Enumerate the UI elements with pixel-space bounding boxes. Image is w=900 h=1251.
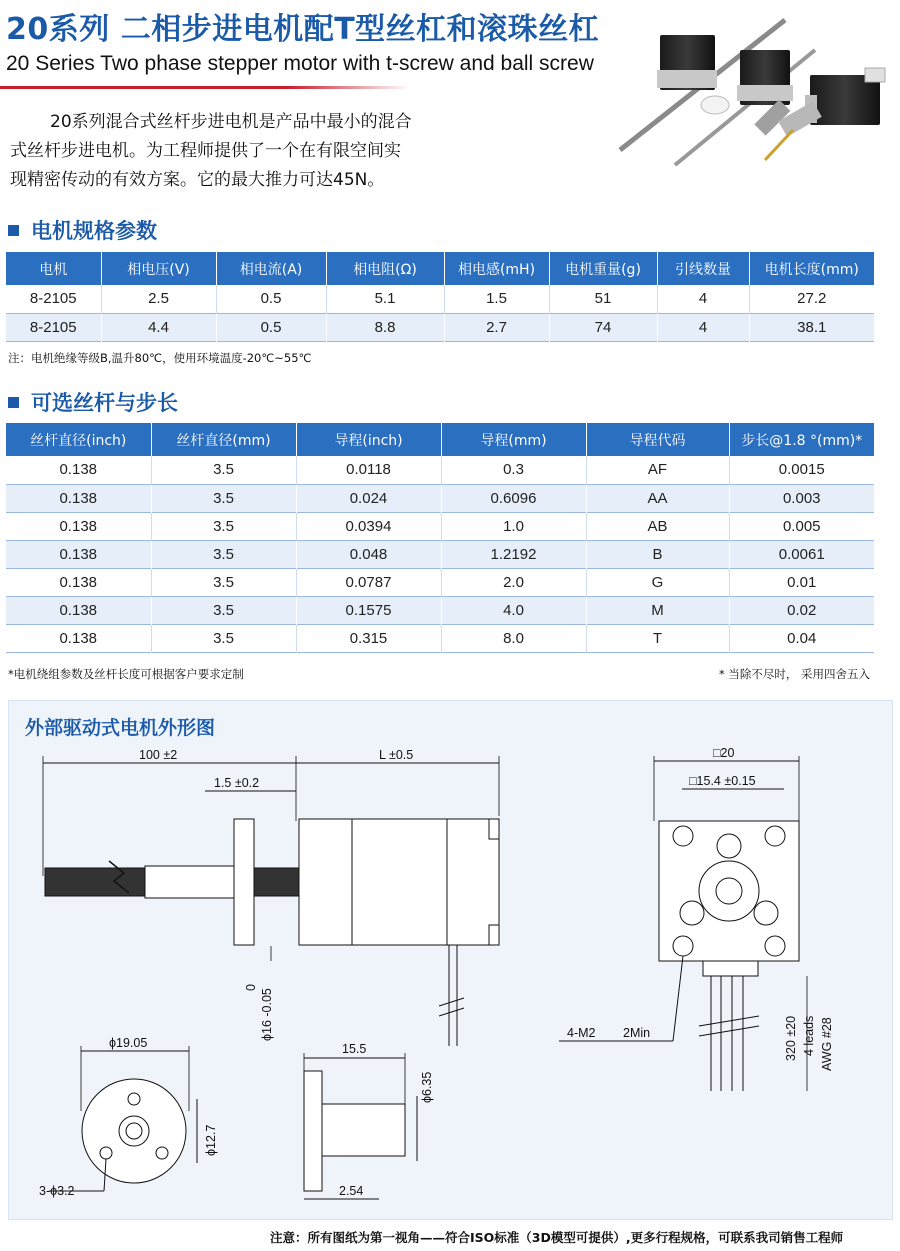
table-cell: 0.315: [296, 624, 441, 652]
table-cell: 51: [549, 285, 657, 313]
table-cell: 0.138: [6, 624, 151, 652]
table-cell: 27.2: [749, 285, 874, 313]
table-cell: AF: [586, 456, 729, 484]
spec-col-1: 相电压(V): [101, 252, 216, 285]
table-cell: 0.138: [6, 484, 151, 512]
table-cell: 0.6096: [441, 484, 586, 512]
dim-awg: AWG #28: [820, 1017, 834, 1071]
spec-table: [6, 252, 874, 342]
table-cell: 0.0015: [729, 456, 874, 484]
table-cell: AB: [586, 512, 729, 540]
table-cell: 0.138: [6, 512, 151, 540]
table-row: [6, 456, 874, 484]
dim-motor-len: L ±0.5: [379, 748, 414, 762]
table-cell: 2.5: [101, 285, 216, 313]
table-cell: 0.0394: [296, 512, 441, 540]
dim-leads: 4 leads: [802, 1015, 816, 1056]
table-cell: 0.138: [6, 540, 151, 568]
spec-section-heading: [8, 215, 157, 245]
intro-line-1: 20系列混合式丝杆步进电机是产品中最小的混合: [50, 112, 412, 132]
dim-nut-len: 15.5: [342, 1042, 367, 1056]
footer-note: 注意：所有图纸为第一视角——符合ISO标准（3D模型可提供）,更多行程规格，可联系我司销售工程师: [270, 1230, 844, 1245]
table-cell: 0.1575: [296, 596, 441, 624]
table-cell: 8.8: [326, 313, 444, 341]
table-cell: 3.5: [151, 540, 296, 568]
table-row: [6, 624, 874, 652]
dim-shaft-tol: 0: [244, 984, 258, 991]
drawing-title: 外部驱动式电机外形图: [25, 717, 216, 739]
table-cell: 3.5: [151, 568, 296, 596]
table-cell: 0.0787: [296, 568, 441, 596]
spec-col-7: 电机长度(mm): [749, 252, 874, 285]
table-cell: 0.024: [296, 484, 441, 512]
table-cell: 4.0: [441, 596, 586, 624]
dim-square: □20: [713, 746, 735, 760]
table-row: [6, 512, 874, 540]
spec-heading-text: 电机规格参数: [31, 219, 157, 243]
intro-line-3: 现精密传动的有效方案。它的最大推力可达45N。: [10, 170, 385, 190]
table-cell: AA: [586, 484, 729, 512]
screw-note-left: *电机绕组参数及丝杆长度可根据客户要求定制: [8, 667, 244, 681]
table-cell: 8-2105: [6, 285, 101, 313]
table-cell: B: [586, 540, 729, 568]
table-cell: 0.04: [729, 624, 874, 652]
table-cell: 2.0: [441, 568, 586, 596]
table-cell: 0.0061: [729, 540, 874, 568]
table-row: [6, 596, 874, 624]
screw-table: [6, 423, 874, 653]
screw-col-2: 导程(inch): [296, 423, 441, 456]
table-cell: 3.5: [151, 456, 296, 484]
motor-outline-drawing: [9, 701, 894, 1221]
table-cell: 0.5: [216, 313, 326, 341]
table-cell: 0.01: [729, 568, 874, 596]
dim-shaft-dia: ϕ16 -0.05: [260, 988, 274, 1041]
table-cell: 2.7: [444, 313, 549, 341]
dim-screw-len: 100 ±2: [139, 748, 178, 762]
table-cell: 74: [549, 313, 657, 341]
table-cell: 4: [657, 285, 749, 313]
table-row: [6, 285, 874, 313]
dim-thread: 4-M2: [567, 1026, 596, 1040]
table-row: [6, 313, 874, 341]
table-row: [6, 568, 874, 596]
intro-line-2: 式丝杆步进电机。为工程师提供了一个在有限空间实: [10, 141, 401, 161]
dim-hole-pitch: □15.4 ±0.15: [689, 774, 756, 788]
dim-nut-holes: 3-ϕ3.2: [39, 1184, 75, 1198]
dim-lead-len: 320 ±20: [784, 1015, 798, 1061]
table-cell: 1.2192: [441, 540, 586, 568]
table-row: [6, 540, 874, 568]
table-cell: T: [586, 624, 729, 652]
spec-col-0: 电机: [6, 252, 101, 285]
table-cell: 1.5: [444, 285, 549, 313]
table-row: [6, 484, 874, 512]
screw-col-4: 导程代码: [586, 423, 729, 456]
table-cell: 0.0118: [296, 456, 441, 484]
table-cell: 3.5: [151, 624, 296, 652]
dim-nut-body: ϕ6.35: [420, 1071, 434, 1103]
title-rule: [0, 86, 410, 89]
table-cell: 0.005: [729, 512, 874, 540]
spec-col-3: 相电阻(Ω): [326, 252, 444, 285]
dim-depth: 2Min: [623, 1026, 651, 1040]
screw-note-right: * 当除不尽时， 采用四舍五入: [718, 667, 870, 681]
motor-product-photo: [615, 10, 895, 170]
screw-col-0: 丝杆直径(inch): [6, 423, 151, 456]
table-cell: 0.138: [6, 568, 151, 596]
table-cell: 8-2105: [6, 313, 101, 341]
table-cell: 0.138: [6, 456, 151, 484]
front-view: [559, 756, 807, 1091]
drawing-panel: [8, 700, 893, 1220]
dim-nut-pcd: ϕ12.7: [204, 1124, 218, 1156]
dim-nut-flange: 2.54: [339, 1184, 364, 1198]
screw-col-3: 导程(mm): [441, 423, 586, 456]
table-cell: 3.5: [151, 596, 296, 624]
spec-col-6: 引线数量: [657, 252, 749, 285]
title-en: 20 Series Two phase stepper motor with t-screw and ball screw: [6, 52, 594, 75]
table-cell: 3.5: [151, 512, 296, 540]
dim-flange-gap: 1.5 ±0.2: [214, 776, 260, 790]
spec-col-2: 相电流(A): [216, 252, 326, 285]
title-cn: 20系列 二相步进电机配T型丝杠和滚珠丝杠: [6, 12, 600, 47]
table-cell: 0.02: [729, 596, 874, 624]
table-cell: 3.5: [151, 484, 296, 512]
nut-front-view: [49, 1046, 197, 1191]
table-cell: 0.138: [6, 596, 151, 624]
section-square-icon: [8, 397, 19, 408]
screw-section-heading: [8, 387, 178, 417]
table-cell: 4.4: [101, 313, 216, 341]
dim-nut-dia: ϕ19.05: [109, 1036, 148, 1050]
screw-heading-text: 可选丝杆与步长: [31, 391, 178, 415]
spec-col-5: 电机重量(g): [549, 252, 657, 285]
table-cell: 5.1: [326, 285, 444, 313]
screw-col-1: 丝杆直径(mm): [151, 423, 296, 456]
intro-paragraph: [10, 108, 490, 195]
table-cell: 0.5: [216, 285, 326, 313]
table-cell: 1.0: [441, 512, 586, 540]
table-cell: 0.003: [729, 484, 874, 512]
table-cell: 4: [657, 313, 749, 341]
table-cell: 0.3: [441, 456, 586, 484]
section-square-icon: [8, 225, 19, 236]
spec-col-4: 相电感(mH): [444, 252, 549, 285]
table-cell: 38.1: [749, 313, 874, 341]
screw-col-5: 步长@1.8 °(mm)*: [729, 423, 874, 456]
table-cell: M: [586, 596, 729, 624]
table-cell: 0.048: [296, 540, 441, 568]
nut-side-view: [304, 1053, 417, 1199]
spec-note: 注：电机绝缘等级B,温升80℃，使用环境温度-20℃~55℃: [8, 351, 312, 365]
table-cell: 8.0: [441, 624, 586, 652]
table-cell: G: [586, 568, 729, 596]
